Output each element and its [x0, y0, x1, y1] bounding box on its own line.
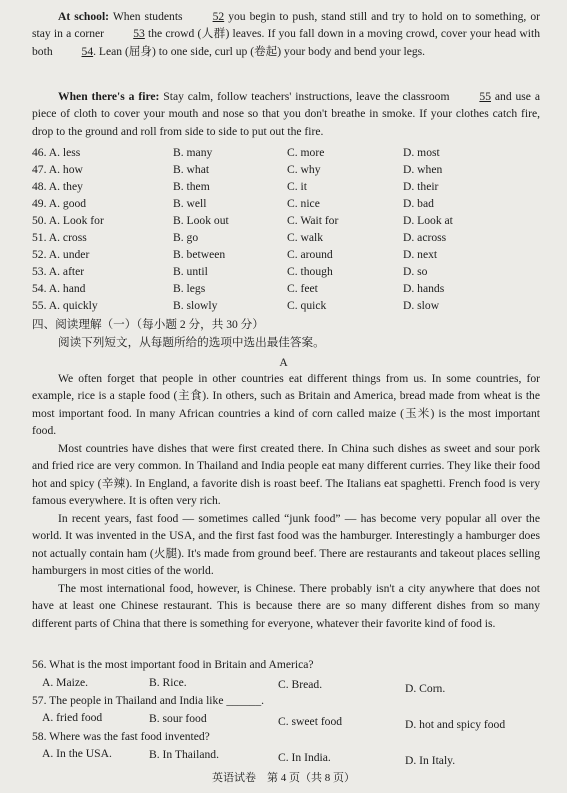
page-footer: 英语试卷 第 4 页（共 8 页） — [212, 771, 355, 784]
q58-option-d[interactable]: D. In Italy. — [405, 754, 456, 767]
question-56: 56. What is the most important food in Britain and America? — [32, 658, 314, 671]
option-row-52: 52. A. under B. between C. around D. next — [32, 248, 438, 261]
question-58: 58. Where was the fast food invented? — [32, 730, 210, 743]
q57-option-a[interactable]: A. fried food — [42, 711, 103, 724]
blank-54: 54 — [81, 44, 94, 58]
option-row-55: 55. A. quickly B. slowly C. quick D. slow — [32, 299, 440, 312]
section-title: 四、阅读理解（一）（每小题 2 分，共 30 分） — [32, 318, 264, 331]
q56-option-a[interactable]: A. Maize. — [42, 676, 89, 689]
blank-55: 55 — [479, 90, 491, 103]
blank-53: 53 — [133, 27, 145, 41]
passage-paragraph-4: The most international food, however, is Chinese. There probably isn't a city anywhere that does not have at least one Chinese restaurant. This is because there are so many different dishes from so many different parts of China that there is something for everyone, whatever their favorite kind of food is. — [32, 582, 540, 630]
q56-option-d[interactable]: D. Corn. — [405, 682, 446, 695]
q57-option-c[interactable]: C. sweet food — [278, 715, 343, 728]
passage-paragraph-2: Most countries have dishes that were first created there. In China such dishes as sweet and sour pork and fried rice are very common. In Thailand and India people eat many different curries. They like their food hot and spicy (辛辣). In England, a favorite dish is roast beef. The Italians eat spaghetti. French food is very famous everywhere. It is often very rich. — [32, 442, 540, 508]
section-instruction: 阅读下列短文，从每题所给的选项中选出最佳答案。 — [58, 336, 325, 349]
option-row-51: 51. A. cross B. go C. walk D. across — [32, 231, 447, 244]
paragraph-at-school: At school: When students 52 you begin to push, stand still and try to hold on to something, or stay in a corner 53 the crowd (人群) leaves. If you fall down in a moving crowd, cover your head with both 54. Lean (屈身) to one side, curl up (卷起) your body and bend your legs. — [32, 8, 540, 60]
q58-option-c[interactable]: C. In India. — [278, 751, 331, 764]
q56-option-c[interactable]: C. Bread. — [278, 678, 323, 691]
q58-option-a[interactable]: A. In the USA. — [42, 747, 112, 760]
option-row-46: 46. A. less B. many C. more D. most — [32, 146, 440, 159]
option-row-47: 47. A. how B. what C. why D. when — [32, 163, 443, 176]
option-row-48: 48. A. they B. them C. it D. their — [32, 180, 439, 193]
option-row-53: 53. A. after B. until C. though D. so — [32, 265, 428, 278]
option-row-50: 50. A. Look for B. Look out C. Wait for D. Look at — [32, 214, 453, 227]
passage-paragraph-1: We often forget that people in other countries eat different things from us. In some countries, for example, rice is a staple food (主食). In others, such as Britain and America, bread made from wheat is the most important food. In many African countries a kind of corn called maize (玉米) is the most important food. — [32, 372, 540, 438]
question-57: 57. The people in Thailand and India like ______. — [32, 694, 265, 707]
q57-option-b[interactable]: B. sour food — [149, 712, 207, 725]
paragraph-fire: When there's a fire: Stay calm, follow teachers' instructions, leave the classroom 55 and use a piece of cloth to cover your mouth and nose so that you don't breathe in smoke. If your clothes catch fire, drop to the ground and roll from side to side to put out the fire. — [32, 90, 540, 138]
at-school-lead: At school: — [58, 10, 110, 23]
option-row-54: 54. A. hand B. legs C. feet D. hands — [32, 282, 445, 295]
fire-lead: When there's a fire: — [58, 90, 160, 103]
q56-option-b[interactable]: B. Rice. — [149, 676, 187, 689]
passage-label: A — [279, 356, 288, 369]
q57-option-d[interactable]: D. hot and spicy food — [405, 718, 506, 731]
option-row-49: 49. A. good B. well C. nice D. bad — [32, 197, 434, 210]
q58-option-b[interactable]: B. In Thailand. — [149, 748, 219, 761]
passage-paragraph-3: In recent years, fast food — sometimes called “junk food” — has become very popular all over the world. It was invented in the USA, and the first fast food was the hamburger. Interestingly a hamburger does not actually contain ham (火腿). It's made from ground beef. There are restaurants and takeout places selling hamburgers in most cities of the world. — [32, 512, 540, 578]
blank-52: 52 — [212, 10, 225, 23]
